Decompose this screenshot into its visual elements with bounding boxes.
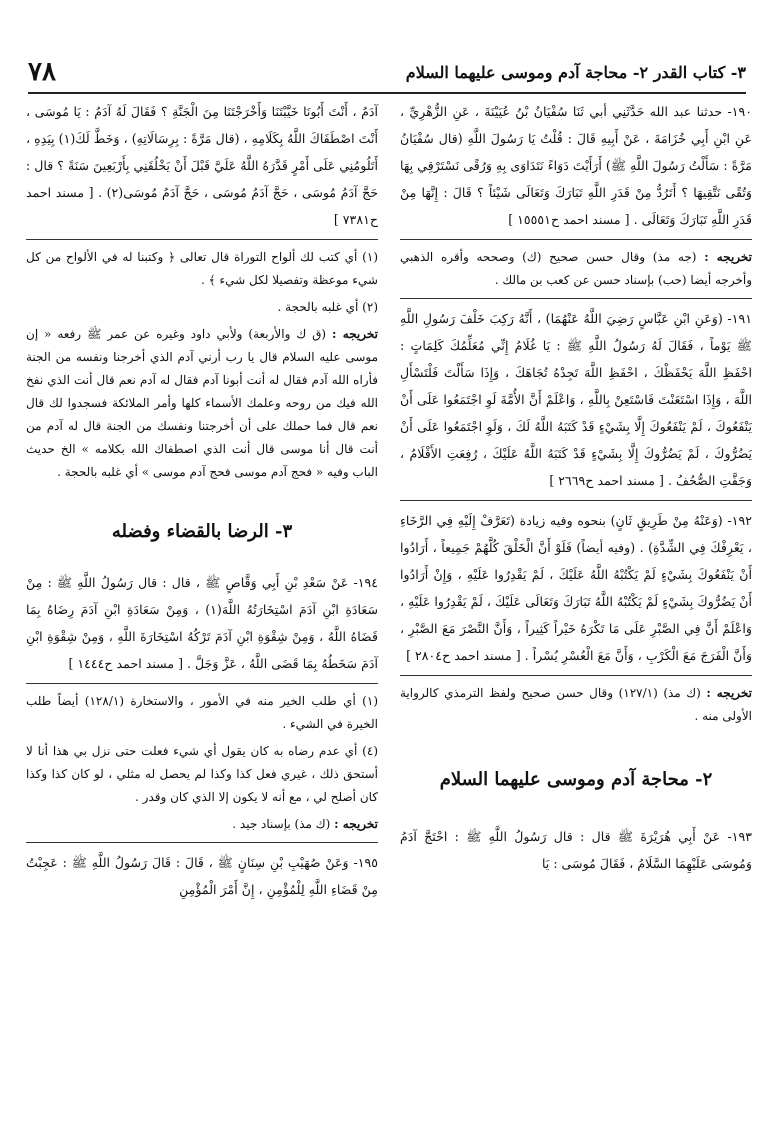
takhrij-text: (ق ك والأربعة) ولأبي داود وغيره عن عمر ﷺ رفعه « إن موسى عليه السلام قال يا رب أرني آدم الذي أخرجنا ونفسه من الجنة فأراه الله آدم فقال له أنت أبونا آدم فقال له آدم نعم قال أنت الذي نفخ الله فيك من روحه وعلمك الأسماء كلها وأمر الملائكة فسجدوا لك قال نعم قال فما حملك على أن أخرجتنا ونفسك من الجنة قال له آدم من أنت قال أنا موسى قال أنت الذي اصطفاك الله بكلامه » الخ حديث الباب وفيه « فحج آدم موسى فحج آدم موسى » أي غلبه بالحجة . [26, 327, 378, 479]
footnote-separator [26, 239, 378, 240]
takhrij-text: (جه مذ) وقال حسن صحيح (ك) وصححه وأقره الذهبي وأخرجه أيضا (حب) بإسناد حسن عن كعب بن مالك . [400, 250, 752, 287]
hadith-193-start: ١٩٣- عَنْ أَبِي هُرَيْرَةَ ﷺ قال : قال رَسُولُ اللَّهِ ﷺ : احْتَجَّ آدَمُ وَمُوسَى عَلَيْهِمَا السَّلَامُ ، فَقَالَ مُوسَى : يَا [400, 829, 752, 871]
footnote-194-4: (٤) أي عدم رضاه به كان يقول أي شيء فعلت حتى نزل بي هذا أنا لا أستحق ذلك ، غيري فعل كذا وكذا لم يحصل له مثلي ، لو كان كذا وكذا كان أصلح لي ، مع أنه لا يكون إلا الذي كان وقدر . [26, 744, 378, 804]
section-title-3: ٣- الرضا بالقضاء وفضله [111, 521, 293, 542]
footnote-194-1: (١) أي طلب الخير منه في الأمور ، والاستخارة (١٢٨/١) أيضاً طلب الخيرة في الشيء . [26, 694, 379, 731]
section-separator [26, 842, 378, 843]
takhrij-text: (ك مذ) (١٢٧/١) وقال حسن صحيح ولفظ الترمذي كالرواية الأولى منه . [400, 686, 752, 723]
left-column [26, 98, 378, 907]
takhrij-label: تخريجه : [704, 250, 752, 264]
page-header [28, 52, 746, 92]
takhrij-text: (ك مذ) بإسناد جيد . [232, 817, 331, 831]
section-separator [400, 500, 752, 501]
footnote-separator [400, 675, 752, 676]
section-separator [400, 298, 752, 299]
takhrij-label: تخريجه : [334, 817, 378, 831]
takhrij-label: تخريجه : [332, 327, 378, 341]
takhrij-194 [26, 813, 378, 836]
right-column [400, 98, 752, 881]
takhrij-190 [400, 246, 752, 292]
takhrij-192 [400, 682, 752, 728]
footnote-separator [26, 683, 378, 684]
hadith-195-start: ١٩٥- وَعَنْ صُهَيْبِ بْنِ سِنَانٍ ﷺ ، قَالَ : قَالَ رَسُولُ اللَّهِ ﷺ : عَجِبْتُ مِنْ قَضَاءِ اللَّهِ لِلْمُؤْمِنِ ، إِنَّ أَمْرَ الْمُؤْمِنِ [26, 855, 378, 897]
footnote-separator [400, 239, 752, 240]
page-number: ٧٨ [28, 57, 56, 87]
hadith-192: ١٩٢- (وَعَنْهُ مِنْ طَرِيقٍ ثَانٍ) بنحوه وفيه زيادة (تَعَرَّفْ إِلَيْهِ فِي الرَّخَاءِ ، يَعْرِفْكَ فِي الشِّدَّةِ) . (وفيه أيضاً) فَلَوْ أَنَّ الْخَلْقَ كُلَّهُمْ جَمِيعاً ، أَرَادُوا أَنْ يَنْفَعُوكَ بِشَيْءٍ لَمْ يَكْتُبْهُ اللَّهُ عَلَيْكَ ، لَمْ يَقْدِرُوا عَلَيْهِ ، وَإِنْ أَرَادُوا أَنْ يَضُرُّوكَ بِشَيْءٍ لَمْ يَكْتُبْهُ اللَّهُ تَبَارَكَ وَتَعَالَى عَلَيْكَ ، لَمْ يَقْدِرُوا عَلَيْهِ ، وَاعْلَمْ أَنَّ فِي الصَّبْرِ عَلَى مَا تَكْرَهُ خَيْراً كَثِيراً ، وَأَنَّ النَّصْرَ مَعَ الصَّبْرِ ، وَأَنَّ الْفَرَجَ مَعَ الْكَرْبِ ، وَأَنَّ مَعَ الْعُسْرِ يُسْراً . [ مسند احمد ح٢٨٠٤ ] [400, 513, 752, 663]
hadith-191: ١٩١- (وَعَنِ ابْنِ عَبَّاسٍ رَضِيَ اللَّهُ عَنْهُمَا) ، أَنَّهُ رَكِبَ خَلْفَ رَسُولِ اللَّهِ ﷺ يَوْماً ، فَقَالَ لَهُ رَسُولُ اللَّهِ ﷺ : يَا غُلَامُ إِنِّي مُعَلِّمُكَ كَلِمَاتٍ : احْفَظِ اللَّهَ يَحْفَظْكَ ، احْفَظِ اللَّهَ تَجِدْهُ تُجَاهَكَ ، وَإِذَا سَأَلْتَ فَلْتَسْأَلِ اللَّهَ ، وَإِذَا اسْتَعَنْتَ فَاسْتَعِنْ بِاللَّهِ ، وَاعْلَمْ أَنَّ الأُمَّةَ لَوِ اجْتَمَعُوا عَلَى أَنْ يَنْفَعُوكَ ، لَمْ يَنْفَعُوكَ إِلَّا بِشَيْءٍ قَدْ كَتَبَهُ اللَّهُ لَكَ ، وَلَوِ اجْتَمَعُوا عَلَى أَنْ يَضُرُّوكَ ، لَمْ يَضُرُّوكَ إِلَّا بِشَيْءٍ قَدْ كَتَبَهُ اللَّهُ عَلَيْكَ ، رُفِعَتِ الأَقْلَامُ ، وَجَفَّتِ الصُّحُفُ . [ مسند احمد ح٢٦٦٩ ] [400, 311, 752, 488]
hadith-193-continued: آدَمُ ، أَنْتَ أَبُونَا خَيَّبْتَنَا وَأَخْرَجْتَنَا مِنَ الْجَنَّةِ ؟ فَقَالَ لَهُ آدَمُ : يَا مُوسَى ، أَنْتَ اصْطَفَاكَ اللَّهُ بِكَلَامِهِ ، (قال مَرَّةً : بِرِسَالَاتِهِ) ، وَخَطَّ لَكَ(١) بِيَدِهِ ، أَتَلُومُنِي عَلَى أَمْرٍ قَدَّرَهُ اللَّهُ عَلَيَّ قَبْلَ أَنْ يَخْلُقَنِي بِأَرْبَعِينَ سَنَةً ؟ قال : حَجَّ آدَمُ مُوسَى ، حَجَّ آدَمُ مُوسَى ، حَجَّ آدَمُ مُوسَى(٢) . [ مسند احمد ح٧٣٨١ ] [26, 104, 378, 227]
hadith-190: ١٩٠- حدثنا عبد الله حَدَّثَنِي أبي ثَنَا سُفْيَانُ بْنُ عُيَيْنَةَ ، عَنِ الزُّهْرِيِّ ، عَنِ ابْنِ أَبِي خُزَامَةَ ، عَنْ أَبِيهِ قَالَ : قُلْتُ يَا رَسُولَ اللَّهِ (قال سُفْيَانُ مَرَّةً : سَأَلْتُ رَسُولَ اللَّهِ ﷺ) أَرَأَيْتَ دَوَاءً نَتَدَاوَى بِهِ وَرُقًى نَسْتَرْقِي بِهَا وَتُقًى نَتَّقِيهَا ؟ أَتَرُدُّ مِنْ قَدَرِ اللَّهِ تَبَارَكَ وَتَعَالَى شَيْئاً ؟ قَالَ : إِنَّهَا مِنْ قَدَرِ اللَّهِ تَبَارَكَ وَتَعَالَى . [ مسند احمد ح١٥٥٥١ ] [400, 104, 752, 227]
footnote-193-1: (١) أي كتب لك ألواح التوراة قال تعالى ﴿ وكتبنا له في الألواح من كل شيء موعظة وتفصيلا لكل شيء ﴾ . [26, 250, 378, 287]
hadith-194: ١٩٤- عَنْ سَعْدِ بْنِ أَبِي وَقَّاصٍ ﷺ ، قال : قال رَسُولُ اللَّهِ ﷺ : مِنْ سَعَادَةِ ابْنِ آدَمَ اسْتِخَارَتُهُ اللَّهَ(١) ، وَمِنْ سَعَادَةِ ابْنِ آدَمَ رِضَاهُ بِمَا قَضَاهُ اللَّهُ ، وَمِنْ شِقْوَةِ ابْنِ آدَمَ تَرْكُهُ اسْتِخَارَةَ اللَّهِ ، وَمِنْ شِقْوَةِ ابْنِ آدَمَ سَخَطُهُ بِمَا قَضَى اللَّهُ ، عَزَّ وَجَلَّ . [ مسند احمد ح١٤٤٤ ] [26, 575, 378, 671]
takhrij-label: تخريجه : [706, 686, 752, 700]
header-rule [28, 92, 746, 94]
takhrij-193 [26, 323, 378, 484]
footnote-193-2: (٢) أي غلبه بالحجة . [277, 300, 378, 314]
running-title: ٣- كتاب القدر ٢- محاجة آدم وموسى عليهما السلام [405, 62, 746, 82]
section-title-2: ٢- محاجة آدم وموسى عليهما السلام [439, 769, 713, 790]
